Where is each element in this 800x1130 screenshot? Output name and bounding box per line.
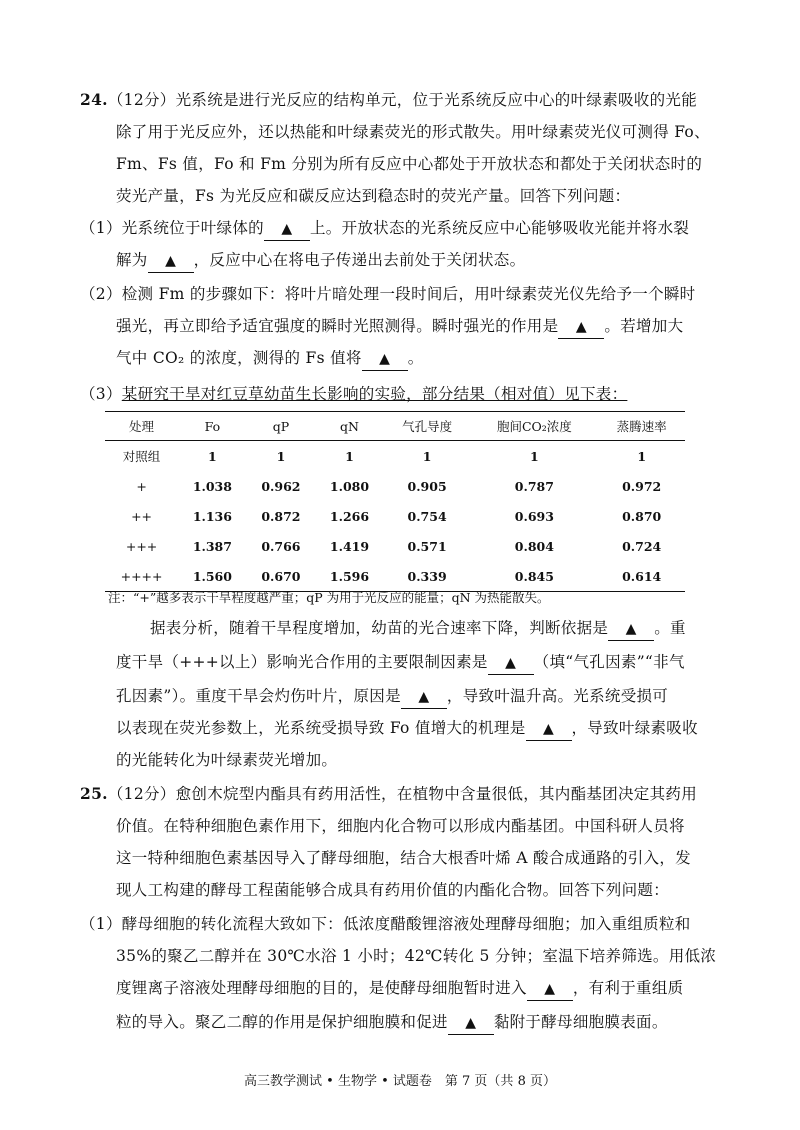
- text: ，反应中心在将电子传递出去前处于关闭状态。: [193, 251, 526, 269]
- table-cell: 1: [637, 448, 647, 464]
- table-header-row: [105, 412, 685, 441]
- table-cell: 1.387: [192, 538, 232, 554]
- table-cell: 1.266: [329, 508, 370, 524]
- table-cell: 0.870: [622, 508, 662, 524]
- text: 据表分析，随着干旱程度增加，幼苗的光合速率下降，判断依据是: [150, 619, 609, 637]
- q24-text: 光系统是进行光反应的结构单元，位于光系统反应中心的叶绿素吸收的光能: [175, 91, 698, 109]
- table-cell: 1.419: [329, 538, 370, 554]
- answer-blank[interactable]: [148, 251, 194, 273]
- answer-blank[interactable]: [608, 619, 654, 641]
- table-cell: 0.972: [622, 478, 662, 494]
- triangle-icon: ▲: [379, 351, 391, 367]
- table-cell: 1.560: [178, 561, 247, 592]
- q25-sub1-line-4: [116, 1012, 668, 1035]
- text: （1）光系统位于叶绿体的: [80, 219, 264, 237]
- table-cell: 1: [422, 448, 432, 464]
- q25-line-4: 现人工构建的酵母工程菌能够合成具有药用价值的内酯化合物。回答下列问题：: [116, 881, 670, 899]
- drought-data-table: [105, 411, 685, 592]
- q25-line-1: [80, 784, 697, 804]
- answer-blank[interactable]: [362, 349, 408, 371]
- answer-blank[interactable]: [401, 687, 447, 709]
- q24-analysis-line-5: 的光能转化为叶绿素荧光增加。: [116, 751, 338, 769]
- text: 。: [407, 349, 424, 367]
- q25-sub1-line-1: （1）酵母细胞的转化流程大致如下：低浓度醋酸锂溶液处理酵母细胞；加入重组质粒和: [80, 915, 691, 933]
- table-cell: 0.905: [407, 478, 447, 494]
- answer-blank[interactable]: [558, 317, 604, 339]
- text: 某研究干旱对红豆草幼苗生长影响的实验，部分结果（相对值）见下表：: [121, 385, 628, 403]
- q24-line-1: [80, 90, 697, 110]
- table-cell: 0.962: [261, 478, 301, 494]
- table-cell: 1.038: [192, 478, 232, 494]
- text: 上。开放状态的光系统反应中心能够吸收光能并将水裂: [309, 219, 690, 237]
- text: 。若增加大: [604, 317, 684, 335]
- col-header: 气孔导度: [384, 412, 471, 441]
- table-row: [105, 561, 685, 592]
- table-cell: 对照组: [122, 449, 161, 464]
- col-header: qP: [247, 412, 316, 441]
- triangle-icon: ▲: [281, 221, 293, 237]
- triangle-icon: ▲: [165, 253, 177, 269]
- q25-sub1-line-3: [116, 978, 683, 1001]
- q25-line-2: 价值。在特种细胞色素作用下，细胞内化合物可以形成内酯基团。中国科研人员将: [116, 817, 685, 835]
- table-cell: 1: [345, 448, 354, 464]
- text: 度锂离子溶液处理酵母细胞的目的，是使酵母细胞暂时进入: [116, 979, 527, 997]
- text: 以表现在荧光参数上，光系统受损导致 Fo 值增大的机理是: [116, 719, 526, 737]
- table-cell: 0.787: [514, 478, 554, 494]
- q24-sub2-line-1: （2）检测 Fm 的步骤如下：将叶片暗处理一段时间后，用叶绿素荧光仪先给予一个瞬时: [80, 285, 696, 303]
- col-header: 处理: [105, 412, 178, 441]
- q25-number: 25.: [80, 784, 108, 803]
- q24-number: 24.: [80, 90, 108, 109]
- table-cell: 0.571: [407, 538, 447, 554]
- triangle-icon: ▲: [575, 319, 587, 335]
- text: （填“气孔因素”“非气: [533, 653, 685, 671]
- table-cell: 1.080: [329, 478, 370, 494]
- table-cell: 0.766: [261, 538, 301, 554]
- text: ，导致叶温升高。光系统受损可: [446, 687, 669, 705]
- table-row: [105, 531, 685, 561]
- table-cell: +++: [125, 538, 158, 554]
- table-cell: 1: [208, 448, 217, 464]
- col-header: Fo: [178, 412, 247, 441]
- q24-score: （12分）: [107, 91, 176, 109]
- table-cell: 0.754: [407, 508, 447, 524]
- answer-blank[interactable]: [526, 719, 572, 741]
- table-cell: +: [136, 478, 147, 494]
- triangle-icon: ▲: [542, 721, 555, 737]
- table-cell: 1.136: [192, 508, 232, 524]
- text: 粒的导入。聚乙二醇的作用是保护细胞膜和促进: [116, 1013, 448, 1031]
- table-cell: 0.872: [261, 508, 301, 524]
- text: 度干旱（+++以上）影响光合作用的主要限制因素是: [116, 653, 488, 671]
- table-cell: 1: [530, 448, 539, 464]
- q24-analysis-line-3: [116, 686, 668, 709]
- col-header: 蒸腾速率: [598, 412, 685, 441]
- text: （3）: [80, 385, 122, 403]
- triangle-icon: ▲: [544, 981, 556, 997]
- table-cell: 0.845: [470, 561, 598, 592]
- table-row: [105, 471, 685, 501]
- q24-analysis-line-2: [116, 652, 685, 675]
- answer-blank[interactable]: [448, 1013, 494, 1035]
- text: 强光，再立即给予适宜强度的瞬时光照测得。瞬时强光的作用是: [116, 317, 559, 335]
- text: 孔因素”）。重度干旱会灼伤叶片，原因是: [116, 687, 401, 705]
- triangle-icon: ▲: [418, 689, 430, 705]
- q25-line-3: 这一特种细胞色素基因导入了酵母细胞，结合大根香叶烯 A 酸合成通路的引入，发: [116, 849, 691, 867]
- table-note: 注：“+”越多表示干旱程度越严重；qP 为用于光反应的能量；qN 为热能散失。: [108, 590, 550, 605]
- table-cell: 0.339: [384, 561, 471, 592]
- q24-analysis-line-1: [150, 618, 686, 641]
- q24-analysis-line-4: [116, 718, 698, 741]
- table-cell: ++++: [105, 561, 178, 592]
- answer-blank[interactable]: [527, 979, 573, 1001]
- q24-sub1-line-2: [116, 250, 525, 273]
- triangle-icon: ▲: [465, 1015, 477, 1031]
- col-header: qN: [315, 412, 384, 441]
- table-cell: 0.614: [598, 561, 685, 592]
- q24-sub2-line-2: [116, 316, 683, 339]
- table-cell: 0.693: [514, 508, 554, 524]
- text: 。重: [654, 619, 686, 637]
- answer-blank[interactable]: [488, 653, 534, 675]
- triangle-icon: ▲: [625, 621, 637, 637]
- table-cell: ++: [131, 508, 153, 524]
- text: 黏附于酵母细胞膜表面。: [493, 1013, 668, 1031]
- q24-line-4: 荧光产量，Fs 为光反应和碳反应达到稳态时的荧光产量。回答下列问题：: [116, 187, 631, 205]
- table-cell: 0.670: [247, 561, 316, 592]
- table-cell: 1.596: [315, 561, 384, 592]
- q24-sub1-line-1: [80, 218, 689, 241]
- text: ，导致叶绿素吸收: [571, 719, 698, 737]
- q24-sub3-line-1: [80, 384, 627, 404]
- table-cell: 0.804: [514, 538, 554, 554]
- table-cell: 1: [276, 448, 286, 464]
- q25-sub1-line-2: 35%的聚乙二醇并在 30℃水浴 1 小时；42℃转化 5 分钟；室温下培养筛选。用低浓: [116, 947, 717, 965]
- text: 气中 CO₂ 的浓度，测得的 Fs 值将: [116, 349, 362, 367]
- q25-score: （12分）: [107, 785, 176, 803]
- table-row: [105, 501, 685, 531]
- table-row: [105, 441, 685, 472]
- q24-sub2-line-3: [116, 348, 424, 371]
- page-footer: 高三教学测试 • 生物学 • 试题卷 第 7 页（共 8 页）: [244, 1074, 556, 1089]
- q24-line-2: 除了用于光反应外，还以热能和叶绿素荧光的形式散失。用叶绿素荧光仪可测得 Fo、: [116, 123, 710, 141]
- text: 解为: [116, 251, 148, 269]
- q24-line-3: Fm、Fs 值，Fo 和 Fm 分别为所有反应中心都处于开放状态和都处于关闭状态时的: [116, 155, 703, 173]
- triangle-icon: ▲: [505, 655, 517, 671]
- text: ，有利于重组质: [572, 979, 684, 997]
- col-header: 胞间CO₂浓度: [470, 412, 598, 441]
- q25-text: 愈创木烷型内酯具有药用活性，在植物中含量很低，其内酯基团决定其药用: [175, 785, 698, 803]
- answer-blank[interactable]: [264, 219, 310, 241]
- table-cell: 0.724: [622, 538, 662, 554]
